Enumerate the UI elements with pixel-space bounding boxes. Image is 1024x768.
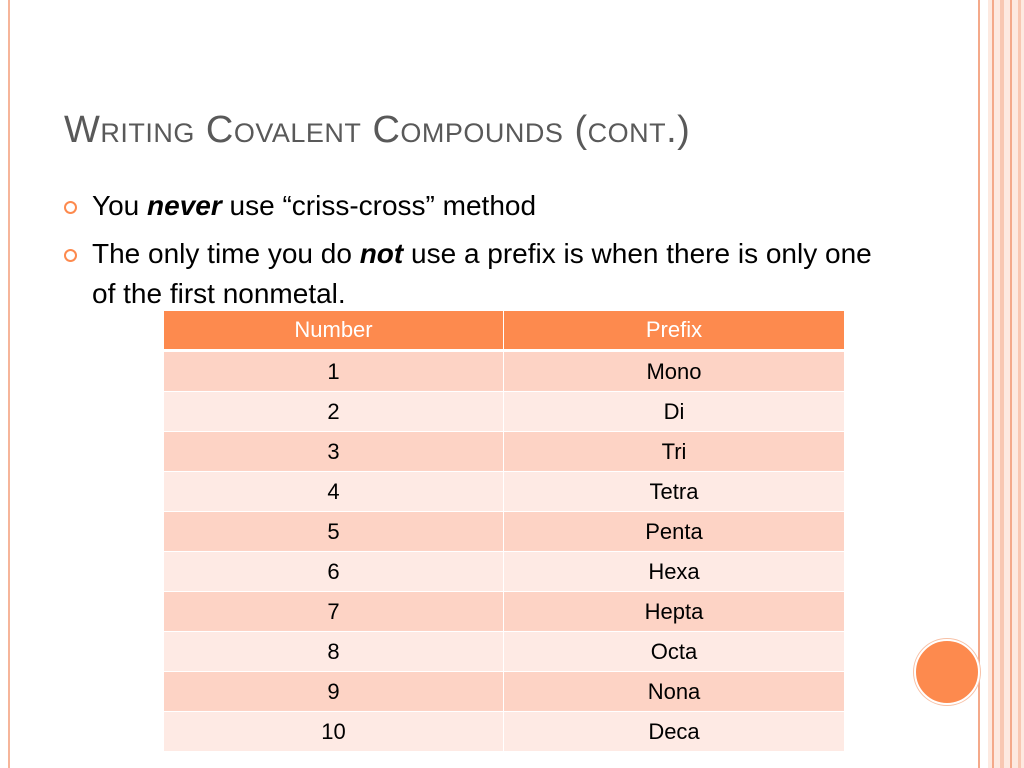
bullet-ring-icon — [64, 249, 77, 262]
cell-prefix: Hexa — [504, 552, 845, 592]
table-row — [164, 472, 845, 512]
bullet-ring-icon — [64, 201, 77, 214]
frame-left-line — [8, 0, 10, 768]
bullet-list — [62, 186, 902, 322]
slide-title: Writing Covalent Compounds (cont.) — [64, 109, 691, 151]
cell-prefix: Penta — [504, 512, 845, 552]
table-row — [164, 712, 845, 752]
cell-number: 8 — [164, 632, 504, 672]
table-row — [164, 632, 845, 672]
header-number: Number — [164, 311, 504, 351]
cell-number: 3 — [164, 432, 504, 472]
accent-circle — [914, 639, 980, 705]
cell-prefix: Mono — [504, 351, 845, 392]
cell-prefix: Tetra — [504, 472, 845, 512]
frame-right-line — [1010, 0, 1012, 768]
cell-number: 10 — [164, 712, 504, 752]
cell-prefix: Nona — [504, 672, 845, 712]
bullet-text: use a prefix is when there is only one of the first nonmetal. — [92, 238, 872, 309]
cell-number: 7 — [164, 592, 504, 632]
table-row — [164, 552, 845, 592]
table-row — [164, 432, 845, 472]
bullet-text: The only time you do — [92, 238, 360, 269]
table-row — [164, 351, 845, 392]
table-row — [164, 392, 845, 432]
table-header-row — [164, 311, 845, 351]
cell-prefix: Tri — [504, 432, 845, 472]
bullet-text: You — [92, 190, 148, 221]
frame-right-line — [992, 0, 994, 768]
bullet-text: use “criss-cross” method — [221, 190, 537, 221]
frame-right-line — [978, 0, 980, 768]
cell-prefix: Deca — [504, 712, 845, 752]
cell-number: 9 — [164, 672, 504, 712]
bullet-item — [62, 234, 902, 314]
cell-prefix: Di — [504, 392, 845, 432]
header-prefix: Prefix — [504, 311, 845, 351]
table-row — [164, 512, 845, 552]
bullet-item — [62, 186, 902, 226]
bullet-emphasis: not — [359, 238, 404, 269]
cell-number: 1 — [164, 351, 504, 392]
table-row — [164, 592, 845, 632]
cell-number: 4 — [164, 472, 504, 512]
cell-prefix: Hepta — [504, 592, 845, 632]
frame-right-line — [1000, 0, 1004, 768]
cell-number: 2 — [164, 392, 504, 432]
cell-prefix: Octa — [504, 632, 845, 672]
frame-right-line — [1018, 0, 1021, 768]
cell-number: 6 — [164, 552, 504, 592]
table-row — [164, 672, 845, 712]
bullet-emphasis: never — [147, 190, 222, 221]
cell-number: 5 — [164, 512, 504, 552]
prefix-table — [163, 310, 845, 752]
